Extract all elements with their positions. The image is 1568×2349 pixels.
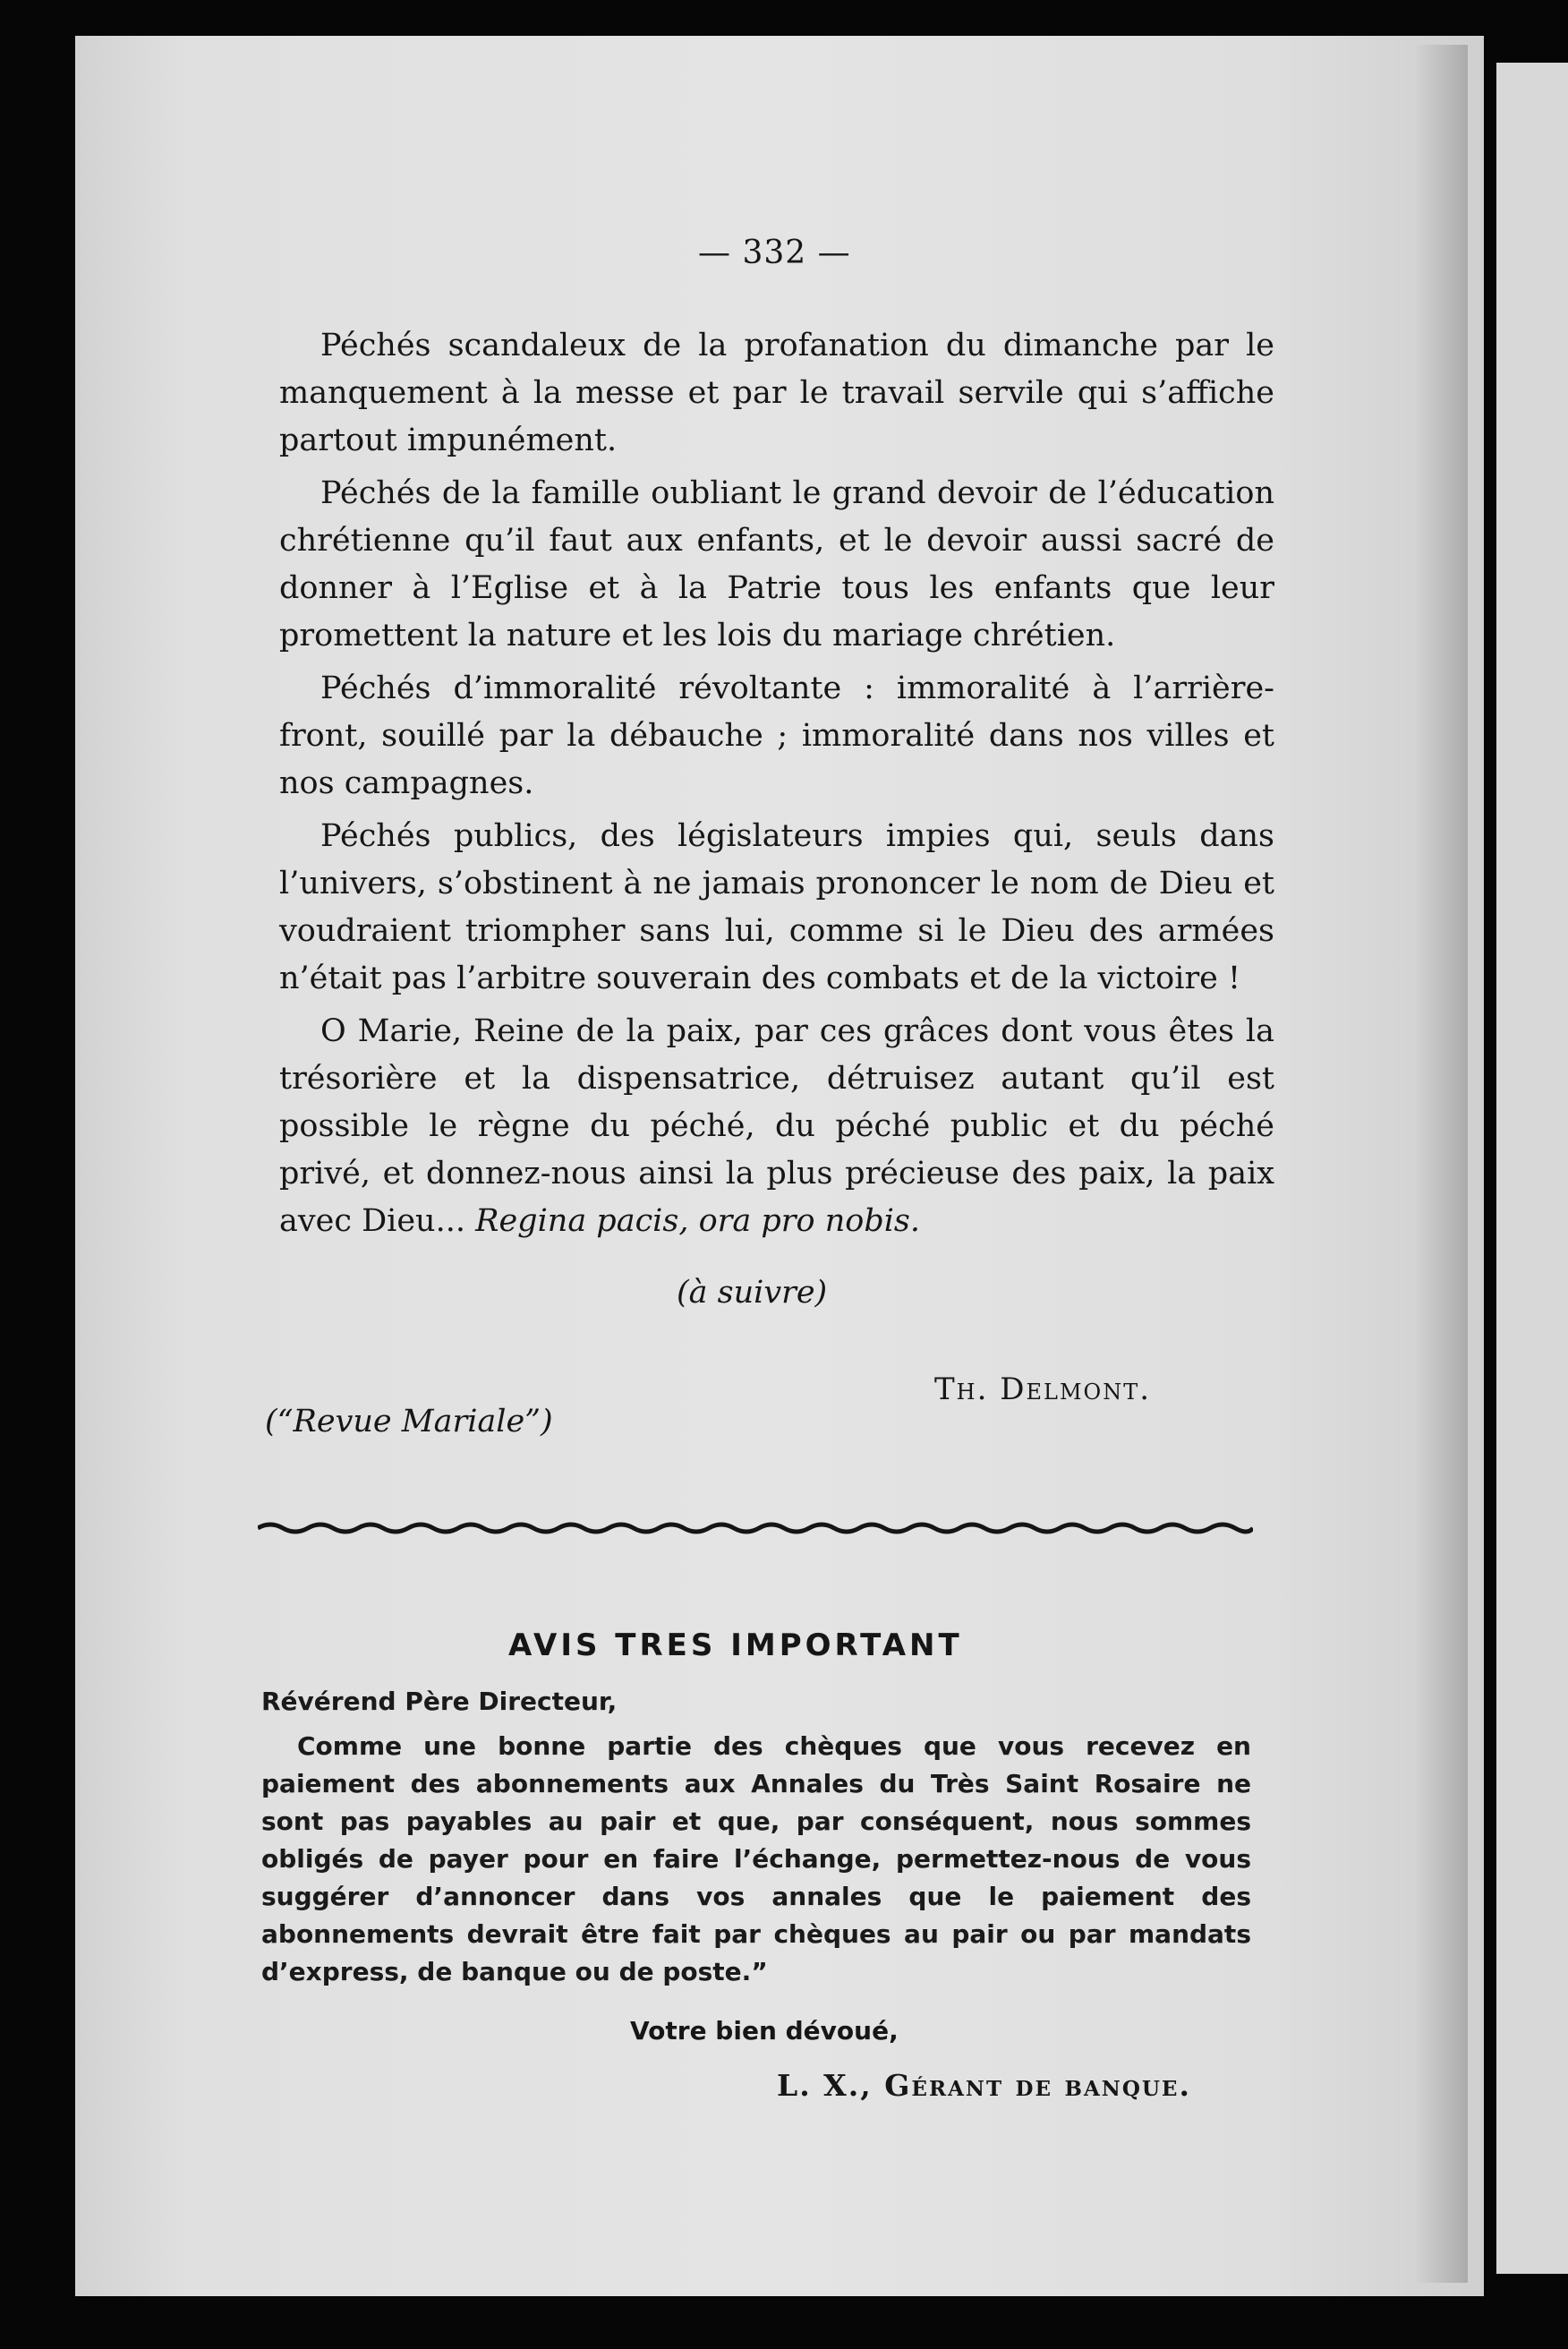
continuation-note: (à suivre)	[677, 1275, 828, 1311]
paragraph-famille: Péchés de la famille oubliant le grand devoir de l’éducation chrétienne qu’il faut aux enfants, et le devoir aussi sacré de donner à l’Eglise et à la Patrie tous les enfants que leur promettent la nature et les lois du mariage chrétien.	[279, 475, 1274, 653]
notice-block	[261, 1683, 1251, 1991]
closing-prayer: Regina pacis, ora pro nobis.	[475, 1203, 921, 1239]
paragraph-o-marie	[279, 1008, 1274, 1245]
article-text	[279, 322, 1274, 1251]
adjacent-page-edge	[1496, 63, 1568, 2274]
author-signature: Th. Delmont.	[934, 1371, 1152, 1407]
paragraph-immoralite: Péchés d’immoralité révoltante : immoralité à l’arrière-front, souillé par la débauche ; immoralité dans nos villes et nos campagnes.	[279, 671, 1274, 801]
page-number: — 332 —	[698, 235, 851, 271]
page-gutter-shadow	[1414, 45, 1468, 2283]
notice-body: Comme une bonne partie des chèques que vous recevez en paiement des abonnements aux Annales du Très Saint Rosaire ne sont pas payables au pair et que, par conséquent, nous sommes obligés de payer pour en faire l’échange, permettez-nous de vous suggérer d’annoncer dans vos annales que le paiement des abonnements devrait être fait par chèques au pair ou par mandats d’express, de banque ou de poste.”	[261, 1731, 1251, 1986]
source-citation: (“Revue Mariale”)	[265, 1404, 553, 1439]
wavy-divider	[258, 1516, 1253, 1540]
notice-salutation: Révérend Père Directeur,	[261, 1687, 618, 1716]
paragraph-profanation: Péchés scandaleux de la profanation du dimanche par le manquement à la messe et par le travail servile qui s’affiche partout impunément.	[279, 328, 1274, 458]
notice-closing: Votre bien dévoué,	[630, 2016, 899, 2046]
paragraph-peches-publics: Péchés publics, des législateurs impies qui, seuls dans l’univers, s’obstinent à ne jamais prononcer le nom de Dieu et voudraient triompher sans lui, comme si le Dieu des armées n’était pas l’arbitre souverain des combats et de la victoire !	[279, 818, 1274, 996]
closing-paragraph-text: O Marie, Reine de la paix, par ces grâces dont vous êtes la trésorière et la dispensatrice, détruisez autant qu’il est possible le règne du péché, du péché public et du péché privé, et donnez-nous ainsi la plus précieuse des paix, la paix avec Dieu...	[279, 1013, 1274, 1239]
notice-signer: L. X., Gérant de banque.	[777, 2068, 1191, 2103]
notice-title: AVIS TRES IMPORTANT	[508, 1627, 963, 1663]
